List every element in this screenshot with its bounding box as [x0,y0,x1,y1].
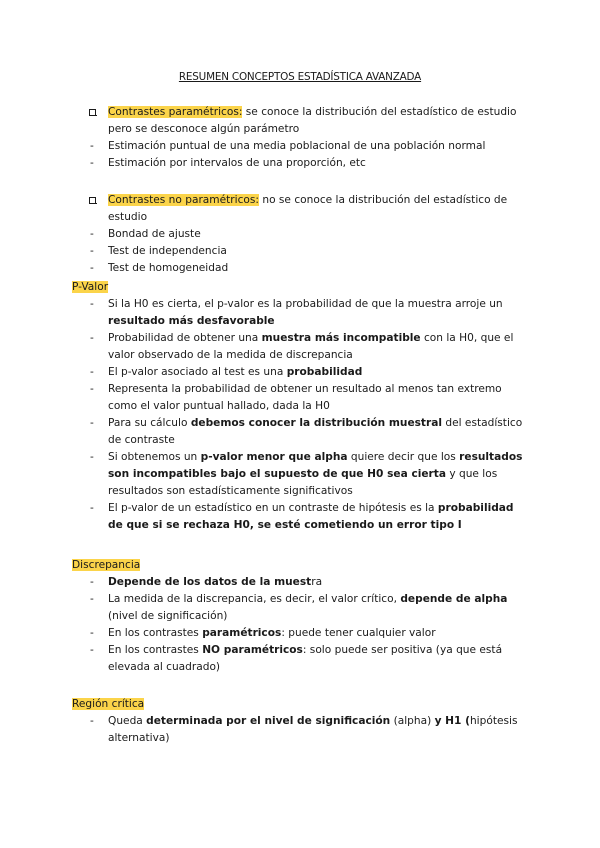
dash-bullet: - [90,332,94,344]
heading-region-critica: Región crítica [72,698,145,710]
list-item: - Depende de los datos de la muestra [0,574,600,591]
dash-bullet: - [90,627,94,639]
list-item: - La medida de la discrepancia, es decir, el valor crítico, depende de alpha (nivel de significación) [90,593,508,622]
list-item: - Queda determinada por el nivel de significación (alpha) y H1 (hipótesis alternativa) [90,715,518,744]
checkbox-icon [89,197,96,204]
dash-bullet: - [90,593,94,605]
dash-bullet: - [90,228,94,240]
list-item: - Si obtenemos un p-valor menor que alpha quiere decir que los resultados son incompatibles bajo el supuesto de que H0 sea cierta y que los resultados son estadísticamente significativos [90,451,523,497]
list-item: - Si la H0 es cierta, el p-valor es la probabilidad de que la muestra arroje un resultado más desfavorable [90,298,503,327]
dash-bullet: - [90,383,94,395]
list-item: - Estimación puntual de una media poblacional de una población normal [0,138,600,155]
checkbox-item-parametricos: Contrastes paramétricos: se conoce la distribución del estadístico de estudio pero se desconoce algún parámetro [0,104,600,138]
section-discrepancia [0,574,600,676]
dash-bullet: - [90,417,94,429]
section-no-parametricos [0,192,600,277]
checkbox-item-no-parametricos: Contrastes no paramétricos: no se conoce la distribución del estadístico de estudio [0,192,600,226]
list-item: - Test de homogeneidad [0,260,600,277]
heading-pvalor: P-Valor [72,281,109,293]
list-item: - Bondad de ajuste [0,226,600,243]
dash-bullet: - [90,262,94,274]
dash-bullet: - [90,298,94,310]
section-parametricos [0,104,600,172]
list-item: - En los contrastes NO paramétricos: solo puede ser positiva (ya que está elevada al cuadrado) [90,644,503,673]
heading-discrepancia: Discrepancia [72,559,141,571]
dash-bullet: - [90,366,94,378]
list-item: - Estimación por intervalos de una proporción, etc [0,155,600,172]
dash-bullet: - [90,644,94,656]
dash-bullet: - [90,715,94,727]
dash-bullet: - [90,451,94,463]
dash-bullet: - [90,157,94,169]
dash-bullet: - [90,245,94,257]
dash-bullet: - [90,502,94,514]
list-item: - Probabilidad de obtener una muestra más incompatible con la H0, que el valor observado de la medida de discrepancia [90,332,514,361]
list-item: - En los contrastes paramétricos: puede tener cualquier valor [0,625,600,642]
list-item: - Para su cálculo debemos conocer la distribución muestral del estadístico de contraste [90,417,523,446]
list-item: - Representa la probabilidad de obtener un resultado al menos tan extremo como el valor puntual hallado, dada la H0 [90,383,502,412]
dash-bullet: - [90,140,94,152]
highlighted-label: Contrastes paramétricos: [108,106,243,118]
section-region-critica [0,713,600,747]
page-title: RESUMEN CONCEPTOS ESTADÍSTICA AVANZADA [178,71,422,83]
dash-bullet: - [90,576,94,588]
list-item: - El p-valor asociado al test es una probabilidad [0,364,600,381]
list-item: - Test de independencia [0,243,600,260]
list-item: - El p-valor de un estadístico en un contraste de hipótesis es la probabilidad de que si se rechaza H0, se esté cometiendo un error tipo I [90,502,514,531]
checkbox-icon [89,109,96,116]
section-pvalor [0,296,600,534]
highlighted-label: Contrastes no paramétricos: [108,194,259,206]
